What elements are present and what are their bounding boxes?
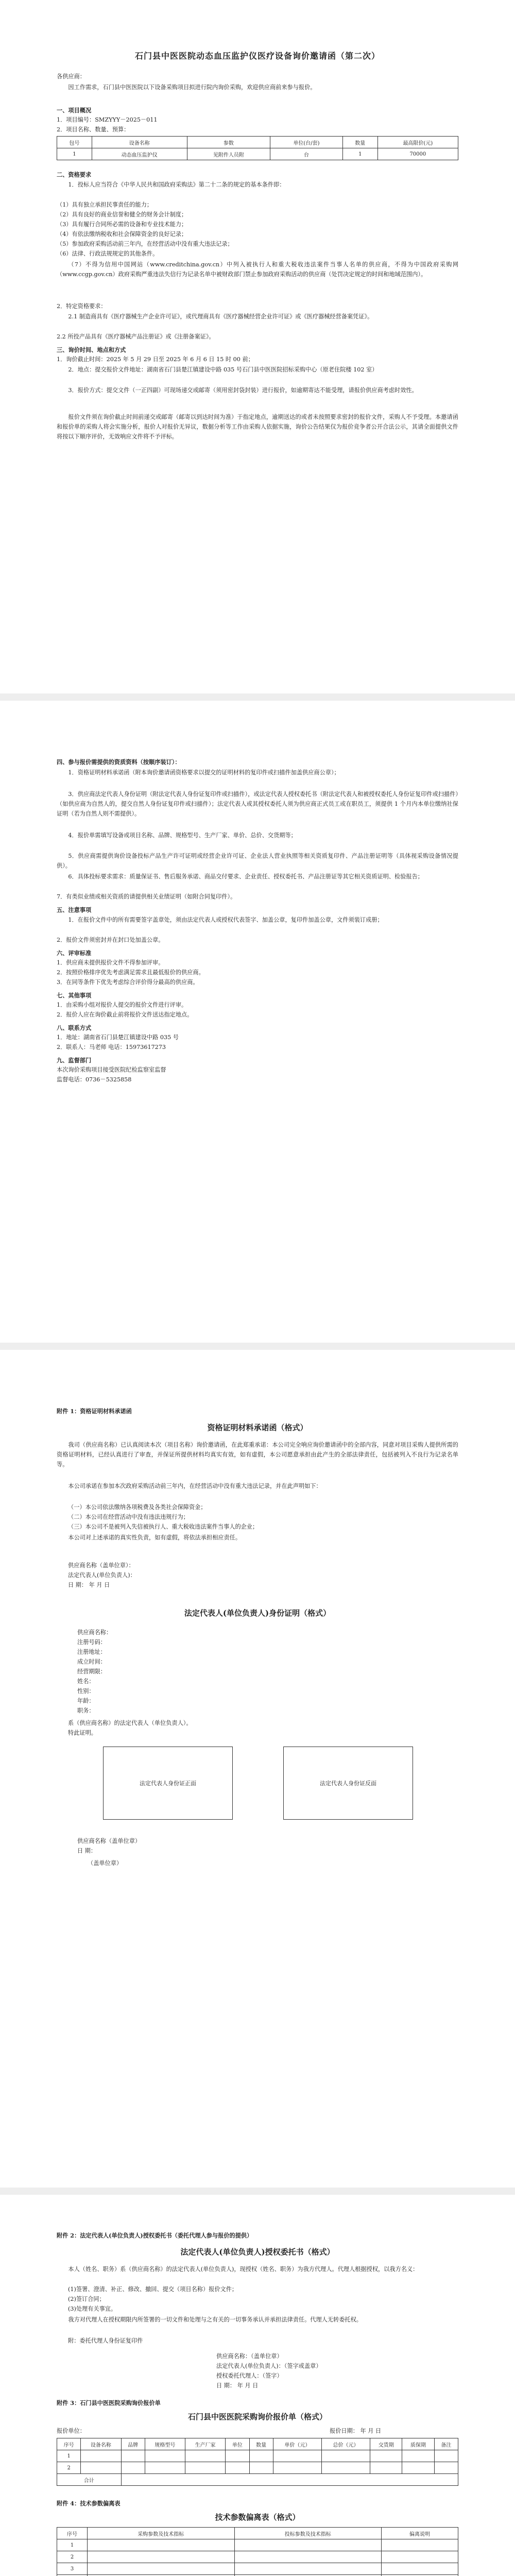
col-header: 设备名称 [81, 2438, 121, 2450]
section-3-heading: 三、询价时间、地点和方式 [57, 346, 126, 353]
form-field-label: 姓名： [77, 1678, 95, 1685]
col-header: 投标参数及技术指标 [234, 2528, 382, 2539]
col-header: 数量 [249, 2438, 273, 2450]
table-cell [382, 2539, 458, 2551]
col-header: 序号 [57, 2438, 81, 2450]
signature-company: 供应商名称（盖单位章） [77, 1838, 141, 1844]
authorization-item: (2)签订合同； [68, 2296, 105, 2302]
table-cell [382, 2551, 458, 2563]
seal-hint: （盖单位章） [88, 1860, 123, 1867]
col-header: 规格型号 [145, 2438, 185, 2450]
attachment-4-label: 附件 4：技术参数偏离表 [57, 2500, 121, 2507]
signature-legal-rep: 法定代表人(单位负责人)：（签字或盖章） [216, 2363, 322, 2369]
signature-legal-rep: 法定代表人(单位负责人)： [68, 1572, 136, 1579]
table-row [57, 2450, 458, 2462]
salutation: 各供应商： [57, 73, 85, 80]
table-cell [273, 2450, 321, 2462]
project-name-budget: 2．项目名称、数量、预算： [57, 126, 130, 133]
docs-item-1: 1．资格证明材料承诺函（附本询价邀请函资格要求以提交的证明材料的复印件或扫描件加盖供应商公章）； [68, 769, 340, 776]
table-cell: 70000 [377, 148, 458, 160]
table-header-row [57, 2528, 458, 2539]
table-cell [234, 2563, 382, 2575]
table-cell [402, 2462, 434, 2474]
authorization-title: 法定代表人(单位负责人)授权委托书（格式） [180, 2247, 335, 2257]
requirement-item: （6）法律、行政法规规定的其他条件。 [57, 250, 159, 257]
form-field-label: 经营期限： [77, 1668, 106, 1675]
page-4 [0, 2195, 515, 2576]
table-cell [226, 2450, 249, 2462]
special-requirement-2-2: 2.2 所投产品具有《医疗器械产品注册证》或《注册备案证》。 [57, 333, 215, 340]
col-header: 参数 [187, 137, 270, 148]
quote-table [57, 2438, 458, 2486]
col-header: 总价（元） [321, 2438, 370, 2450]
table-cell [145, 2462, 185, 2474]
table-cell [434, 2462, 458, 2474]
criteria-item: 1．供应商未提供报价文件不得参加评审。 [57, 959, 164, 966]
col-header: 包号 [57, 137, 92, 148]
supervision-phone: 监督电话：0736－5325858 [57, 1076, 132, 1083]
commitment-body-1: 我司（供应商名称）已认真阅读本次（项目名称）询价邀请函，在此郑重承诺：本公司完全响应询价邀请函中的全部内容，同意对项目采购人提供所需的资格证明材料，已经认真进行了审查，并保证所提供材料均真实有效，如有虚假，本公司愿意承担由此产生的全部法律责任，包括被列入不良行为记录名单等。 [57, 1442, 458, 1468]
intro-paragraph: 因工作需求，石门县中医医院以下设备采购项目拟进行院内询价采购，欢迎供应商前来参与报价。 [68, 84, 316, 91]
col-header: 品牌 [121, 2438, 145, 2450]
page-3 [0, 1350, 515, 2195]
commitment-title: 资格证明材料承诺函（格式） [207, 1423, 308, 1432]
requirement-item: （3）具有履行合同所必需的设备和专业技术能力； [57, 221, 187, 228]
commitment-item: （三）本公司不是被列入失信被执行人、重大税收违法案件当事人的企业； [68, 1523, 259, 1530]
criteria-item: 2．按照价格排序优先考虑满足需求且最低报价的供应商。 [57, 969, 204, 976]
page-separator [0, 1343, 515, 1350]
table-header-row [57, 2438, 458, 2450]
project-table [57, 136, 458, 160]
signature-company: 供应商名称（盖单位章）： [68, 1562, 134, 1569]
supervision-text: 本次询价采购项目接受医院纪检监察室监督 [57, 1066, 166, 1073]
form-statement: 系（供应商名称）的法定代表人（单位负责人）。 [68, 1720, 192, 1726]
table-cell: 1 [342, 148, 377, 160]
table-row [57, 2539, 458, 2551]
form-field-label: 注册地址： [77, 1649, 106, 1655]
form-field-label: 注册号码： [77, 1639, 106, 1646]
signature-agent: 授权委托代理人：（签字） [216, 2372, 283, 2379]
col-header: 单价（元） [273, 2438, 321, 2450]
table-cell: 1 [57, 148, 92, 160]
authorization-item: (1)签署、澄清、补正、修改、撤回、提交（项目名称）报价文件； [68, 2286, 238, 2293]
note-item-1: 1．在报价文件中的所有需要签字盖章处，须由法定代表人或授权代表签字、加盖公章，复印件加盖公章，文件须装订成册； [68, 917, 383, 923]
page-2 [0, 701, 515, 1350]
col-header: 生产厂家 [185, 2438, 226, 2450]
table-cell [88, 2551, 235, 2563]
section-4-heading: 四、参与报价需提供的资质资料（按顺序装订）： [57, 758, 181, 766]
commitment-item: （二）本公司在经营活动中没有违法违规行为； [68, 1514, 189, 1520]
quote-company-label: 报价单位： [57, 2428, 85, 2434]
attachment-3-label: 附件 3：石门县中医医院采购询价报价单 [57, 2399, 161, 2406]
project-number: 1．项目编号：SMZYYY－2025－011 [57, 116, 158, 123]
requirement-item: （5）参加政府采购活动前三年内，在经营活动中没有重大违法记录； [57, 241, 233, 247]
docs-item-4: 4．报价单需填写设备或项目名称、品牌、规格型号、生产厂家、单价、总价、交货期等； [68, 832, 297, 839]
col-header: 偏离说明 [382, 2528, 458, 2539]
col-header: 采购参数及技术指标 [88, 2528, 235, 2539]
section-7-heading: 七、其他事项 [57, 992, 92, 999]
notice-paragraph: 报价文件须在询价截止时间前递交或邮寄（邮寄以到达时间为准）于指定地点，逾期送达的或者未按照要求密封的报价文件，采购人不予受理。本邀请函和报价单的采购人将会实施分析，报价人对报价无异议，数据分析等工作由采购人依据实施，询价公告结果仅为报价竞争者公开合法公示，其请全面提供文件将按以下顺序评价，无效响应文件将不予评标。 [57, 414, 458, 440]
section-2-heading: 二、资格要求 [57, 171, 92, 178]
table-cell [249, 2462, 273, 2474]
legal-rep-title: 法定代表人(单位负责人)身份证明（格式） [184, 1608, 331, 1618]
table-cell: 1 [57, 2539, 88, 2551]
table-row [57, 2474, 458, 2486]
special-requirement-2-1: 2.1 制造商具有《医疗器械生产企业许可证》，或代理商具有《医疗器械经营企业许可证》或《医疗器械经营备案凭证》。 [68, 313, 373, 320]
docs-item-6: 6．具体投标要求需求：质量保证书、售后服务承诺、商品交付要求、企业责任、授权委托书、产品注册证等其它相关资质证明、检验报告； [68, 873, 423, 880]
table-cell: 2 [57, 2462, 81, 2474]
quote-sheet-title: 石门县中医医院采购询价报价单（格式） [187, 2412, 327, 2421]
col-header: 设备名称 [92, 137, 187, 148]
table-cell [88, 2563, 235, 2575]
authorization-item: (3)处理有关事宜。 [68, 2306, 117, 2312]
attachment-2-label: 附件 2：法定代表人(单位负责人)授权委托书（委托代理人参与报价的提供） [57, 2232, 253, 2239]
col-header: 单位 [226, 2438, 249, 2450]
table-cell [226, 2462, 249, 2474]
table-cell: 见附件人员附 [187, 148, 270, 160]
page-1 [0, 0, 515, 701]
table-row [57, 2551, 458, 2563]
table-cell [234, 2551, 382, 2563]
requirement-item: （2）具有良好的商业信誉和健全的财务会计制度； [57, 211, 187, 218]
authorization-body-1: 本人（姓名、职务）系（供应商名称）的法定代表人(单位负责人)，现授权（姓名、职务）为我方代理人。代理人根据授权，以我方名义： [68, 2266, 419, 2273]
table-cell: 动态血压监护仪 [92, 148, 187, 160]
tech-deviation-title: 技术参数偏离表（格式） [215, 2513, 300, 2522]
table-cell [88, 2539, 235, 2551]
table-cell [249, 2450, 273, 2462]
col-header: 最高限价(元) [377, 137, 458, 148]
id-card-front-placeholder: 法定代表人身份证正面 [103, 1747, 233, 1820]
table-cell [273, 2462, 321, 2474]
table-cell [145, 2450, 185, 2462]
requirement-item-7: （7）不得为信用中国网站（www.creditchina.gov.cn）中列入被执行人和重大税收违法案件当事人名单的供应商，不得为中国政府采购网（www.ccgp.gov.cn）政府采购严重违法失信行为记录名单中被财政部门禁止参加政府采购活动的供应商（处罚决定规定的时间和地域范围内）。 [57, 261, 458, 278]
table-cell [81, 2462, 121, 2474]
quote-date-label: 报价日期： 年 月 日 [330, 2428, 382, 2434]
contact-address: 1．地址：湖南省石门县楚江镇建设中路 035 号 [57, 1034, 179, 1041]
col-header: 备注 [434, 2438, 458, 2450]
tech-deviation-table [57, 2527, 458, 2576]
table-cell [370, 2462, 402, 2474]
section-6-heading: 六、评审标准 [57, 950, 92, 957]
commitment-body-6: 本公司对上述承诺的真实性负责，如有虚假，将依法承担相应责任。 [68, 1534, 242, 1541]
authorization-body-2: 我方对代理人在授权期限内所签署的一切文件和处理与之有关的一切事务承认并承担法律责任。代理人无转委托权。 [68, 2316, 362, 2323]
table-cell [321, 2450, 370, 2462]
form-field-label: 职务： [77, 1707, 95, 1714]
docs-item-7: 7．有类似业绩或相关资质的请提供相关业绩证明（如附合同复印件）。 [57, 893, 236, 900]
section-8-heading: 八、联系方式 [57, 1024, 92, 1031]
table-cell: 台 [270, 148, 343, 160]
table-cell: 2 [57, 2551, 88, 2563]
table-cell [321, 2462, 370, 2474]
total-label: 合计 [57, 2474, 122, 2486]
page-separator [0, 2188, 515, 2195]
table-cell: 1 [57, 2450, 81, 2462]
other-item: 2．报价人应在询价截止前将报价文件送达指定地点。 [57, 1011, 193, 1018]
contact-person: 2．联系人：马老师 电话：15973617273 [57, 1044, 166, 1050]
docs-item-3: 3．供应商法定代表人身份证明（附法定代表人身份证复印件或扫描件），或法定代表人授权委托书（附法定代表人和被授权委托人身份证复印件或扫描件）（如供应商为自然人的，提交自然人身份证复印件或扫描件）；法定代表人或其授权委托人须为供应商正式员工或在职员工，须提供 1 个月内本单位缴纳社保证明（若为自然人则不需提供）。 [57, 791, 458, 817]
signature-company: 供应商名称：（盖单位章） [216, 2353, 283, 2360]
signature-date: 日 期： 年 月 日 [68, 1582, 110, 1588]
section-1-heading: 一、项目概况 [57, 107, 92, 114]
table-cell [81, 2450, 121, 2462]
quote-method: 3．报价方式：提交文件（一正四副）可现场递交或邮寄（须用密封袋封装）进行报价，如逾期寄达不能受理，请报价供应商考虑时效性。 [68, 387, 418, 394]
criteria-item: 3．在同等条件下优先考虑综合评价得分最高的供应商。 [57, 979, 199, 986]
table-header-row [57, 137, 458, 148]
note-item-2: 2．报价文件须密封并在封口处加盖公章。 [57, 937, 164, 943]
table-cell [185, 2450, 226, 2462]
signature-date: 日 期： 年 月 日 [216, 2382, 259, 2389]
table-row [57, 2563, 458, 2575]
requirement-item: （4）有依法缴纳税收和社会保障资金的良好记录； [57, 231, 187, 238]
document-title: 石门县中医医院动态血压监护仪医疗设备询价邀请函（第二次） [134, 51, 380, 61]
form-field-label: 性别： [77, 1688, 95, 1694]
other-item: 1．由采购小组对报价人提交的报价文件进行评审。 [57, 1002, 187, 1008]
id-card-back-placeholder: 法定代表人身份证反面 [283, 1747, 413, 1820]
col-header: 单位(台/套) [270, 137, 343, 148]
table-cell [121, 2462, 145, 2474]
signature-date: 日 期： [77, 1848, 97, 1854]
col-header: 序号 [57, 2528, 88, 2539]
table-cell [402, 2450, 434, 2462]
table-row [57, 148, 458, 160]
attachment-1-label: 附件 1：资格证明材料承诺函 [57, 1408, 132, 1415]
table-cell [185, 2462, 226, 2474]
form-field-label: 成立时间： [77, 1658, 106, 1665]
section-5-heading: 五、注意事项 [57, 906, 92, 913]
table-cell [434, 2450, 458, 2462]
requirement-item: （1）具有独立承担民事责任的能力； [57, 201, 153, 208]
col-header: 质保期 [402, 2438, 434, 2450]
table-cell [382, 2563, 458, 2575]
total-value [121, 2474, 458, 2486]
table-cell [370, 2450, 402, 2462]
special-requirements: 2．特定资格要求： [57, 303, 107, 310]
form-note: 特此证明。 [68, 1730, 97, 1736]
table-cell [234, 2539, 382, 2551]
form-field-label: 年龄： [77, 1698, 95, 1704]
col-header: 数量 [342, 137, 377, 148]
requirements-intro: 1．投标人应当符合《中华人民共和国政府采购法》第二十二条的规定的基本条件即： [68, 181, 285, 188]
docs-item-5: 5．供应商需提供询价设备投标产品生产许可证明或经营企业许可证、企业法人营业执照等相关资质复印件、产品注册证明等（具体视采购设备情况提供）。 [57, 853, 458, 869]
col-header: 交货期 [370, 2438, 402, 2450]
deadline: 1．询价截止时间：2025 年 5 月 29 日至 2025 年 6 月 6 日 15 时 00 前； [57, 356, 254, 363]
page-separator [0, 693, 515, 701]
section-9-heading: 九、监督部门 [57, 1057, 92, 1064]
table-cell: 3 [57, 2563, 88, 2575]
authorization-attachment: 附：委托代理人身份证复印件 [68, 2337, 143, 2344]
location: 2．地点：提交报价文件地址：湖南省石门县楚江镇建设中路 035 号石门县中医医院招标采购中心（原老住院楼 102 室） [68, 366, 378, 373]
form-field-label: 供应商名称： [77, 1629, 112, 1636]
table-row [57, 2462, 458, 2474]
commitment-body-2: 本公司承诺在参加本次政府采购活动前三年内，在经营活动中没有重大违法记录，并在此声明如下： [68, 1483, 322, 1489]
commitment-item: （一）本公司依法缴纳各项税费及各类社会保障资金； [68, 1504, 207, 1511]
table-cell [121, 2450, 145, 2462]
